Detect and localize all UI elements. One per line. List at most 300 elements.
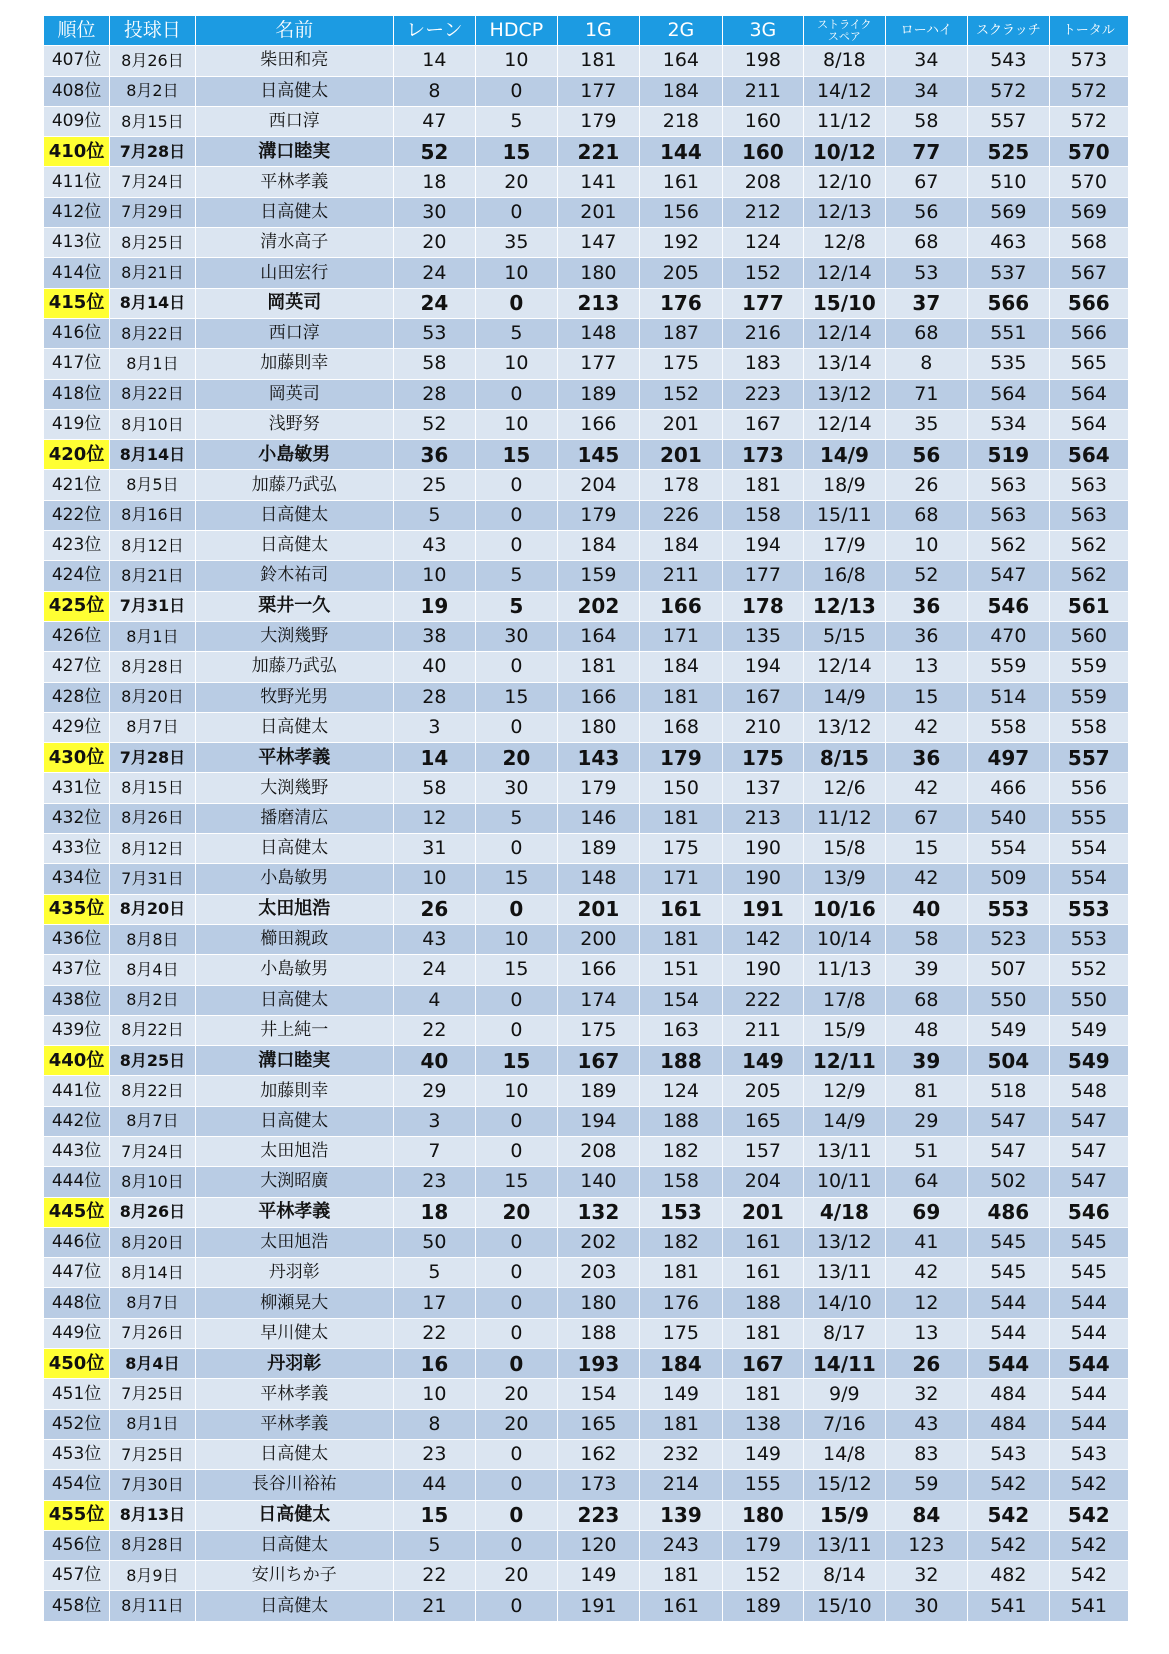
cell-game3: 205 — [722, 1076, 803, 1106]
table-row — [44, 1076, 1129, 1106]
table-row — [44, 894, 1129, 924]
cell-game1: 165 — [557, 1409, 640, 1439]
cell-strike-spare: 8/15 — [804, 743, 885, 773]
cell-game1: 159 — [557, 561, 640, 591]
cell-strike-spare: 11/12 — [804, 803, 885, 833]
table-row — [44, 349, 1129, 379]
table-row — [44, 1136, 1129, 1166]
cell-low-high: 42 — [885, 712, 968, 742]
cell-lane: 43 — [393, 924, 476, 954]
cell-name: 太田旭浩 — [195, 1227, 393, 1257]
cell-game3: 173 — [722, 440, 803, 470]
cell-low-high: 56 — [885, 440, 968, 470]
cell-strike-spare: 15/9 — [804, 1015, 885, 1045]
cell-game1: 162 — [557, 1439, 640, 1469]
cell-hdcp: 20 — [476, 1379, 557, 1409]
cell-name: 日高健太 — [195, 712, 393, 742]
cell-strike-spare: 10/12 — [804, 137, 885, 167]
cell-strike-spare: 13/12 — [804, 379, 885, 409]
cell-game2: 181 — [640, 1258, 723, 1288]
cell-name: 日高健太 — [195, 1530, 393, 1560]
cell-date: 8月12日 — [110, 834, 196, 864]
cell-total: 558 — [1049, 712, 1128, 742]
cell-low-high: 68 — [885, 500, 968, 530]
cell-rank: 447位 — [44, 1258, 110, 1288]
cell-game3: 211 — [722, 76, 803, 106]
cell-scratch: 518 — [968, 1076, 1049, 1106]
cell-game1: 194 — [557, 1106, 640, 1136]
cell-date: 8月11日 — [110, 1591, 196, 1621]
cell-name: 日高健太 — [195, 76, 393, 106]
cell-date: 8月22日 — [110, 318, 196, 348]
cell-lane: 4 — [393, 985, 476, 1015]
cell-scratch: 537 — [968, 258, 1049, 288]
cell-name: 牧野光男 — [195, 682, 393, 712]
cell-lane: 21 — [393, 1591, 476, 1621]
cell-game1: 200 — [557, 924, 640, 954]
cell-name: 栗井一久 — [195, 591, 393, 621]
cell-scratch: 504 — [968, 1046, 1049, 1076]
cell-lane: 19 — [393, 591, 476, 621]
cell-total: 554 — [1049, 834, 1128, 864]
cell-rank: 414位 — [44, 258, 110, 288]
cell-total: 561 — [1049, 591, 1128, 621]
table-row — [44, 288, 1129, 318]
cell-game3: 124 — [722, 228, 803, 258]
cell-low-high: 29 — [885, 1106, 968, 1136]
cell-game1: 132 — [557, 1197, 640, 1227]
cell-low-high: 12 — [885, 1288, 968, 1318]
cell-scratch: 544 — [968, 1288, 1049, 1318]
cell-date: 7月29日 — [110, 197, 196, 227]
cell-total: 544 — [1049, 1349, 1128, 1379]
cell-game1: 145 — [557, 440, 640, 470]
cell-hdcp: 0 — [476, 531, 557, 561]
cell-name: 日高健太 — [195, 1591, 393, 1621]
cell-low-high: 37 — [885, 288, 968, 318]
cell-hdcp: 0 — [476, 834, 557, 864]
table-row — [44, 1258, 1129, 1288]
cell-scratch: 543 — [968, 46, 1049, 76]
cell-strike-spare: 8/17 — [804, 1318, 885, 1348]
cell-game1: 120 — [557, 1530, 640, 1560]
cell-game3: 175 — [722, 743, 803, 773]
cell-rank: 433位 — [44, 834, 110, 864]
cell-game1: 203 — [557, 1258, 640, 1288]
cell-scratch: 554 — [968, 834, 1049, 864]
cell-game3: 142 — [722, 924, 803, 954]
cell-rank: 453位 — [44, 1439, 110, 1469]
cell-name: 溝口睦実 — [195, 137, 393, 167]
cell-hdcp: 0 — [476, 1258, 557, 1288]
cell-name: 大渕幾野 — [195, 621, 393, 651]
cell-lane: 30 — [393, 197, 476, 227]
cell-total: 542 — [1049, 1530, 1128, 1560]
cell-low-high: 26 — [885, 470, 968, 500]
cell-rank: 443位 — [44, 1136, 110, 1166]
cell-scratch: 553 — [968, 894, 1049, 924]
cell-date: 7月24日 — [110, 167, 196, 197]
cell-date: 8月10日 — [110, 409, 196, 439]
cell-game2: 211 — [640, 561, 723, 591]
cell-game1: 147 — [557, 228, 640, 258]
cell-date: 8月7日 — [110, 1106, 196, 1136]
cell-hdcp: 5 — [476, 106, 557, 136]
cell-game3: 157 — [722, 1136, 803, 1166]
cell-strike-spare: 12/11 — [804, 1046, 885, 1076]
cell-scratch: 543 — [968, 1439, 1049, 1469]
cell-game1: 149 — [557, 1561, 640, 1591]
cell-lane: 3 — [393, 712, 476, 742]
cell-game1: 189 — [557, 379, 640, 409]
cell-rank: 413位 — [44, 228, 110, 258]
cell-date: 7月31日 — [110, 591, 196, 621]
cell-total: 553 — [1049, 924, 1128, 954]
cell-game2: 192 — [640, 228, 723, 258]
cell-strike-spare: 5/15 — [804, 621, 885, 651]
cell-game1: 164 — [557, 621, 640, 651]
cell-scratch: 523 — [968, 924, 1049, 954]
cell-date: 7月31日 — [110, 864, 196, 894]
cell-date: 7月26日 — [110, 1318, 196, 1348]
table-row — [44, 137, 1129, 167]
cell-game1: 148 — [557, 318, 640, 348]
cell-rank: 425位 — [44, 591, 110, 621]
cell-hdcp: 5 — [476, 591, 557, 621]
cell-lane: 29 — [393, 1076, 476, 1106]
cell-scratch: 545 — [968, 1227, 1049, 1257]
cell-low-high: 13 — [885, 652, 968, 682]
cell-scratch: 497 — [968, 743, 1049, 773]
cell-lane: 47 — [393, 106, 476, 136]
cell-game3: 135 — [722, 621, 803, 651]
cell-game2: 226 — [640, 500, 723, 530]
cell-strike-spare: 4/18 — [804, 1197, 885, 1227]
cell-name: 日高健太 — [195, 834, 393, 864]
cell-scratch: 486 — [968, 1197, 1049, 1227]
cell-scratch: 514 — [968, 682, 1049, 712]
cell-rank: 418位 — [44, 379, 110, 409]
cell-name: 平林孝義 — [195, 743, 393, 773]
cell-game1: 181 — [557, 652, 640, 682]
table-row — [44, 985, 1129, 1015]
cell-hdcp: 10 — [476, 46, 557, 76]
cell-name: 日高健太 — [195, 1439, 393, 1469]
cell-name: 平林孝義 — [195, 1197, 393, 1227]
cell-game1: 223 — [557, 1500, 640, 1530]
cell-low-high: 30 — [885, 1591, 968, 1621]
cell-low-high: 68 — [885, 318, 968, 348]
table-row — [44, 1227, 1129, 1257]
cell-lane: 7 — [393, 1136, 476, 1166]
cell-total: 548 — [1049, 1076, 1128, 1106]
cell-scratch: 534 — [968, 409, 1049, 439]
cell-strike-spare: 14/8 — [804, 1439, 885, 1469]
cell-date: 8月8日 — [110, 924, 196, 954]
table-row — [44, 1046, 1129, 1076]
cell-game2: 214 — [640, 1470, 723, 1500]
cell-rank: 441位 — [44, 1076, 110, 1106]
cell-game3: 152 — [722, 1561, 803, 1591]
table-row — [44, 1167, 1129, 1197]
cell-strike-spare: 10/14 — [804, 924, 885, 954]
cell-hdcp: 10 — [476, 1076, 557, 1106]
cell-lane: 17 — [393, 1288, 476, 1318]
cell-game3: 167 — [722, 1349, 803, 1379]
cell-game3: 180 — [722, 1500, 803, 1530]
cell-strike-spare: 14/9 — [804, 1106, 885, 1136]
cell-game3: 213 — [722, 803, 803, 833]
cell-game2: 218 — [640, 106, 723, 136]
cell-lane: 22 — [393, 1561, 476, 1591]
cell-game1: 208 — [557, 1136, 640, 1166]
cell-name: 日高健太 — [195, 500, 393, 530]
cell-scratch: 562 — [968, 531, 1049, 561]
cell-lane: 58 — [393, 349, 476, 379]
cell-lane: 15 — [393, 1500, 476, 1530]
cell-date: 8月7日 — [110, 712, 196, 742]
cell-scratch: 547 — [968, 1136, 1049, 1166]
cell-total: 560 — [1049, 621, 1128, 651]
cell-hdcp: 0 — [476, 985, 557, 1015]
cell-rank: 407位 — [44, 46, 110, 76]
cell-strike-spare: 13/12 — [804, 1227, 885, 1257]
cell-game1: 221 — [557, 137, 640, 167]
cell-game1: 180 — [557, 258, 640, 288]
cell-strike-spare: 8/18 — [804, 46, 885, 76]
cell-game3: 167 — [722, 682, 803, 712]
cell-game1: 179 — [557, 500, 640, 530]
cell-rank: 440位 — [44, 1046, 110, 1076]
cell-game2: 156 — [640, 197, 723, 227]
cell-hdcp: 20 — [476, 1561, 557, 1591]
cell-game3: 177 — [722, 561, 803, 591]
cell-lane: 12 — [393, 803, 476, 833]
cell-total: 546 — [1049, 1197, 1128, 1227]
cell-game2: 154 — [640, 985, 723, 1015]
cell-lane: 26 — [393, 894, 476, 924]
cell-hdcp: 0 — [476, 76, 557, 106]
cell-strike-spare: 12/6 — [804, 773, 885, 803]
cell-game2: 181 — [640, 803, 723, 833]
cell-total: 554 — [1049, 864, 1128, 894]
cell-name: 浅野努 — [195, 409, 393, 439]
cell-scratch: 566 — [968, 288, 1049, 318]
cell-hdcp: 30 — [476, 773, 557, 803]
cell-total: 562 — [1049, 561, 1128, 591]
cell-hdcp: 0 — [476, 288, 557, 318]
cell-low-high: 58 — [885, 106, 968, 136]
cell-strike-spare: 18/9 — [804, 470, 885, 500]
cell-scratch: 551 — [968, 318, 1049, 348]
cell-date: 8月9日 — [110, 1561, 196, 1591]
cell-scratch: 557 — [968, 106, 1049, 136]
cell-date: 8月22日 — [110, 1076, 196, 1106]
cell-game2: 184 — [640, 652, 723, 682]
cell-hdcp: 0 — [476, 197, 557, 227]
cell-low-high: 64 — [885, 1167, 968, 1197]
cell-rank: 430位 — [44, 743, 110, 773]
cell-lane: 24 — [393, 258, 476, 288]
cell-scratch: 546 — [968, 591, 1049, 621]
cell-game1: 191 — [557, 1591, 640, 1621]
table-row — [44, 106, 1129, 136]
cell-name: 日高健太 — [195, 985, 393, 1015]
cell-name: 大渕昭廣 — [195, 1167, 393, 1197]
cell-name: 平林孝義 — [195, 1379, 393, 1409]
table-row — [44, 591, 1129, 621]
cell-low-high: 71 — [885, 379, 968, 409]
table-row — [44, 531, 1129, 561]
cell-game3: 149 — [722, 1439, 803, 1469]
cell-total: 544 — [1049, 1379, 1128, 1409]
cell-date: 8月14日 — [110, 1258, 196, 1288]
header-hdcp: HDCP — [476, 16, 557, 46]
cell-low-high: 13 — [885, 1318, 968, 1348]
cell-date: 8月10日 — [110, 1167, 196, 1197]
cell-hdcp: 15 — [476, 440, 557, 470]
cell-game2: 184 — [640, 1349, 723, 1379]
cell-rank: 457位 — [44, 1561, 110, 1591]
cell-hdcp: 30 — [476, 621, 557, 651]
cell-hdcp: 20 — [476, 743, 557, 773]
cell-game3: 149 — [722, 1046, 803, 1076]
cell-scratch: 550 — [968, 985, 1049, 1015]
cell-game2: 166 — [640, 591, 723, 621]
cell-lane: 10 — [393, 1379, 476, 1409]
cell-strike-spare: 15/10 — [804, 288, 885, 318]
cell-lane: 43 — [393, 531, 476, 561]
cell-date: 8月2日 — [110, 76, 196, 106]
cell-hdcp: 0 — [476, 1530, 557, 1560]
cell-low-high: 15 — [885, 682, 968, 712]
cell-game3: 155 — [722, 1470, 803, 1500]
cell-total: 573 — [1049, 46, 1128, 76]
cell-rank: 436位 — [44, 924, 110, 954]
cell-scratch: 510 — [968, 167, 1049, 197]
cell-game2: 182 — [640, 1227, 723, 1257]
cell-game3: 152 — [722, 258, 803, 288]
cell-game3: 208 — [722, 167, 803, 197]
cell-name: 加藤則幸 — [195, 349, 393, 379]
cell-scratch: 525 — [968, 137, 1049, 167]
cell-game1: 173 — [557, 1470, 640, 1500]
cell-rank: 416位 — [44, 318, 110, 348]
cell-name: 櫛田親政 — [195, 924, 393, 954]
cell-rank: 458位 — [44, 1591, 110, 1621]
cell-game2: 161 — [640, 1591, 723, 1621]
cell-name: 日高健太 — [195, 197, 393, 227]
cell-total: 572 — [1049, 76, 1128, 106]
cell-strike-spare: 14/10 — [804, 1288, 885, 1318]
cell-hdcp: 20 — [476, 167, 557, 197]
cell-lane: 23 — [393, 1439, 476, 1469]
table-row — [44, 864, 1129, 894]
cell-game1: 189 — [557, 834, 640, 864]
cell-rank: 437位 — [44, 955, 110, 985]
cell-date: 8月20日 — [110, 894, 196, 924]
cell-game3: 194 — [722, 652, 803, 682]
cell-scratch: 484 — [968, 1379, 1049, 1409]
cell-rank: 429位 — [44, 712, 110, 742]
cell-low-high: 43 — [885, 1409, 968, 1439]
cell-game2: 161 — [640, 894, 723, 924]
cell-scratch: 509 — [968, 864, 1049, 894]
cell-date: 8月21日 — [110, 561, 196, 591]
cell-game3: 181 — [722, 470, 803, 500]
cell-date: 8月1日 — [110, 1409, 196, 1439]
cell-game1: 166 — [557, 409, 640, 439]
cell-game2: 201 — [640, 409, 723, 439]
cell-name: 小島敏男 — [195, 955, 393, 985]
table-row — [44, 1288, 1129, 1318]
cell-hdcp: 0 — [476, 1591, 557, 1621]
cell-game1: 154 — [557, 1379, 640, 1409]
cell-total: 562 — [1049, 531, 1128, 561]
cell-rank: 439位 — [44, 1015, 110, 1045]
cell-scratch: 572 — [968, 76, 1049, 106]
cell-game2: 124 — [640, 1076, 723, 1106]
cell-date: 8月4日 — [110, 1349, 196, 1379]
cell-rank: 445位 — [44, 1197, 110, 1227]
cell-game3: 167 — [722, 409, 803, 439]
cell-name: 日高健太 — [195, 531, 393, 561]
cell-game3: 181 — [722, 1318, 803, 1348]
cell-game2: 151 — [640, 955, 723, 985]
cell-strike-spare: 8/14 — [804, 1561, 885, 1591]
cell-game2: 181 — [640, 682, 723, 712]
cell-game3: 223 — [722, 379, 803, 409]
cell-game3: 212 — [722, 197, 803, 227]
cell-rank: 448位 — [44, 1288, 110, 1318]
table-row — [44, 500, 1129, 530]
table-row — [44, 621, 1129, 651]
cell-game1: 213 — [557, 288, 640, 318]
cell-game3: 158 — [722, 500, 803, 530]
cell-lane: 25 — [393, 470, 476, 500]
cell-game1: 177 — [557, 76, 640, 106]
cell-lane: 52 — [393, 409, 476, 439]
cell-low-high: 53 — [885, 258, 968, 288]
cell-game2: 179 — [640, 743, 723, 773]
cell-game2: 164 — [640, 46, 723, 76]
cell-date: 8月28日 — [110, 652, 196, 682]
table-row — [44, 1015, 1129, 1045]
cell-total: 559 — [1049, 652, 1128, 682]
cell-game3: 160 — [722, 137, 803, 167]
cell-game1: 201 — [557, 197, 640, 227]
cell-lane: 53 — [393, 318, 476, 348]
cell-game2: 171 — [640, 864, 723, 894]
cell-strike-spare: 14/9 — [804, 440, 885, 470]
table-row — [44, 803, 1129, 833]
cell-rank: 424位 — [44, 561, 110, 591]
cell-low-high: 41 — [885, 1227, 968, 1257]
cell-lane: 40 — [393, 652, 476, 682]
cell-game1: 180 — [557, 712, 640, 742]
cell-strike-spare: 13/11 — [804, 1258, 885, 1288]
cell-name: 平林孝義 — [195, 167, 393, 197]
cell-lane: 5 — [393, 1258, 476, 1288]
cell-name: 西口淳 — [195, 106, 393, 136]
cell-scratch: 540 — [968, 803, 1049, 833]
cell-date: 8月26日 — [110, 46, 196, 76]
cell-hdcp: 20 — [476, 1409, 557, 1439]
cell-lane: 22 — [393, 1015, 476, 1045]
cell-game1: 146 — [557, 803, 640, 833]
cell-lane: 31 — [393, 834, 476, 864]
cell-rank: 426位 — [44, 621, 110, 651]
